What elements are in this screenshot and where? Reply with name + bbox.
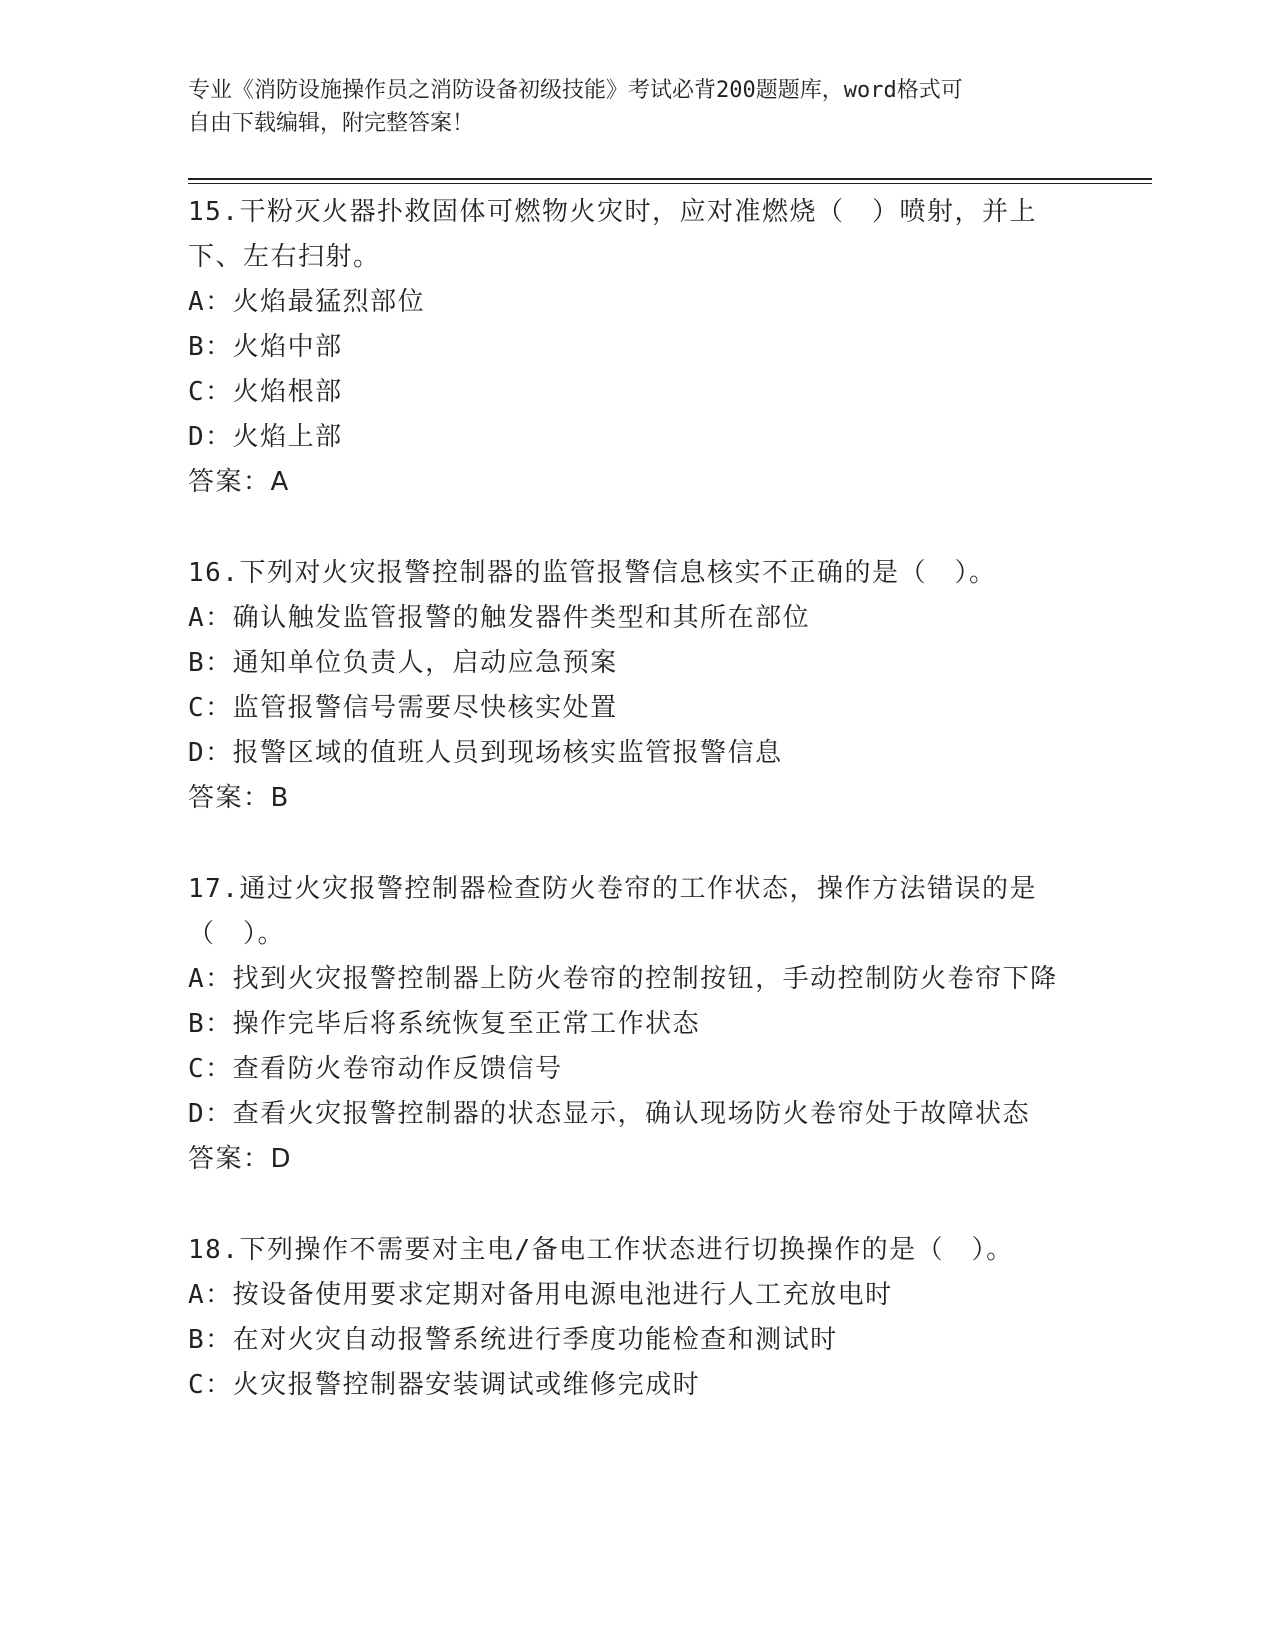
question-text: 16.下列对火灾报警控制器的监管报警信息核实不正确的是（ ）。 [188,558,997,588]
header-line-2: 自由下载编辑，附完整答案！ [188,111,475,136]
question-17 [188,867,1068,1182]
question-text: 17.通过火灾报警控制器检查防火卷帘的工作状态，操作方法错误的是（ ）。 [188,874,1037,949]
answer: 答案：A [188,467,290,497]
option-b: B：火焰中部 [188,332,343,362]
option-c: C：监管报警信号需要尽快核实处置 [188,693,618,723]
question-15 [188,190,1068,505]
option-a: A：按设备使用要求定期对备用电源电池进行人工充放电时 [188,1280,893,1310]
option-d: D：查看火灾报警控制器的状态显示，确认现场防火卷帘处于故障状态 [188,1099,1031,1129]
option-d: D：火焰上部 [188,422,343,452]
option-b: B：通知单位负责人，启动应急预案 [188,648,618,678]
option-a: A：找到火灾报警控制器上防火卷帘的控制按钮，手动控制防火卷帘下降 [188,964,1058,994]
option-c: C：火焰根部 [188,377,343,407]
header-line-1: 专业《消防设施操作员之消防设备初级技能》考试必背200题题库，word格式可 [188,78,963,103]
document-header [188,74,1068,140]
question-16 [188,551,1068,821]
header-divider-thin [188,183,1152,184]
question-list [188,190,1068,1408]
answer: 答案：D [188,1144,293,1174]
option-a: A：确认触发监管报警的触发器件类型和其所在部位 [188,603,811,633]
option-c: C：查看防火卷帘动作反馈信号 [188,1054,563,1084]
option-a: A：火焰最猛烈部位 [188,287,426,317]
question-text: 15.干粉灭火器扑救固体可燃物火灾时，应对准燃烧（ ）喷射，并上下、左右扫射。 [188,197,1037,272]
answer: 答案：B [188,783,290,813]
question-text: 18.下列操作不需要对主电/备电工作状态进行切换操作的是（ ）。 [188,1235,1014,1265]
option-d: D：报警区域的值班人员到现场核实监管报警信息 [188,738,783,768]
option-b: B：操作完毕后将系统恢复至正常工作状态 [188,1009,701,1039]
header-divider-thick [188,178,1152,180]
option-c: C：火灾报警控制器安装调试或维修完成时 [188,1370,701,1400]
question-18 [188,1228,1068,1408]
option-b: B：在对火灾自动报警系统进行季度功能检查和测试时 [188,1325,838,1355]
